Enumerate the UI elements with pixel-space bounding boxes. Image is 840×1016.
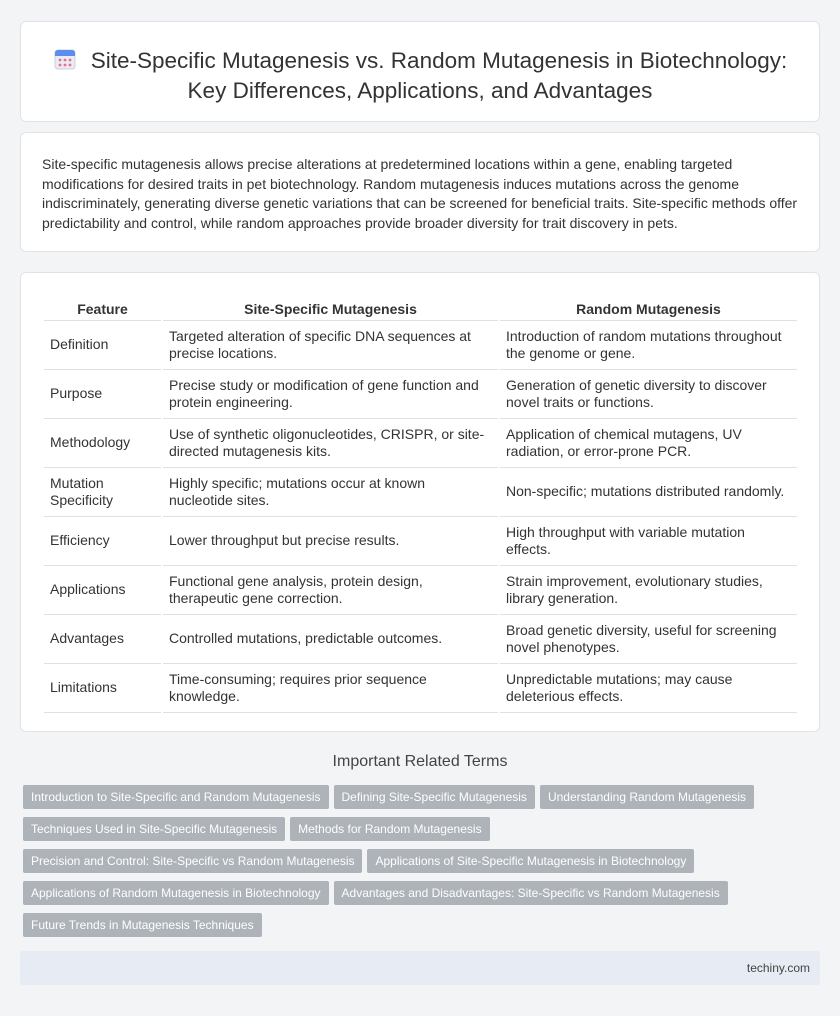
intro-paragraph: Site-specific mutagenesis allows precise alterations at predetermined locations within a gene, enabling targeted modifications for desired traits in pet biotechnology. Random mutagenesis induces mutations across the genome indiscriminately, generating diverse genetic variations that can be screened for beneficial traits. Site-specific methods offer predictability and control, while random approaches provide broader diversity for trait discovery in pets. [42,156,798,231]
related-term-tag[interactable]: Introduction to Site-Specific and Random Mutagenesis [23,785,329,809]
site-specific-cell: Time-consuming; requires prior sequence knowledge. [163,664,498,713]
tag-row [23,849,813,881]
table-row [44,419,797,468]
feature-cell: Advantages [44,615,161,664]
related-term-tag[interactable]: Advantages and Disadvantages: Site-Specific vs Random Mutagenesis [334,881,728,905]
column-header-site-specific: Site-Specific Mutagenesis [163,297,498,321]
site-specific-cell: Targeted alteration of specific DNA sequences at precise locations. [163,321,498,370]
site-specific-cell: Lower throughput but precise results. [163,517,498,566]
table-row [44,615,797,664]
table-row [44,517,797,566]
related-term-tag[interactable]: Techniques Used in Site-Specific Mutagenesis [23,817,285,841]
random-cell: High throughput with variable mutation effects. [500,517,797,566]
feature-cell: Applications [44,566,161,615]
title-card [20,21,820,122]
site-specific-cell: Functional gene analysis, protein design, therapeutic gene correction. [163,566,498,615]
table-row [44,566,797,615]
table-body [44,321,797,713]
related-term-tag[interactable]: Understanding Random Mutagenesis [540,785,754,809]
related-terms-list [23,785,813,945]
tag-row [23,913,813,945]
feature-cell: Efficiency [44,517,161,566]
table-row [44,468,797,517]
intro-card [20,132,820,252]
tag-row [23,881,813,913]
tag-row [23,817,813,849]
column-header-feature: Feature [44,297,161,321]
feature-cell: Definition [44,321,161,370]
related-term-tag[interactable]: Precision and Control: Site-Specific vs Random Mutagenesis [23,849,362,873]
page-title-text: Site-Specific Mutagenesis vs. Random Mutagenesis in Biotechnology: Key Differences, Applications, and Advantages [90,48,788,103]
feature-cell: Mutation Specificity [44,468,161,517]
footer-site-link[interactable]: techiny.com [746,961,810,975]
related-term-tag[interactable]: Defining Site-Specific Mutagenesis [334,785,535,809]
table-row [44,664,797,713]
related-term-tag[interactable]: Applications of Site-Specific Mutagenesis in Biotechnology [367,849,694,873]
comparison-table [42,297,799,713]
table-row [44,321,797,370]
calendar-icon [53,47,77,71]
column-header-random: Random Mutagenesis [500,297,797,321]
feature-cell: Limitations [44,664,161,713]
footer [20,951,820,985]
related-term-tag[interactable]: Future Trends in Mutagenesis Techniques [23,913,262,937]
random-cell: Unpredictable mutations; may cause deleterious effects. [500,664,797,713]
related-term-tag[interactable]: Applications of Random Mutagenesis in Biotechnology [23,881,329,905]
random-cell: Application of chemical mutagens, UV radiation, or error-prone PCR. [500,419,797,468]
feature-cell: Methodology [44,419,161,468]
site-specific-cell: Controlled mutations, predictable outcomes. [163,615,498,664]
table-header-row [44,297,797,321]
site-specific-cell: Use of synthetic oligonucleotides, CRISPR, or site-directed mutagenesis kits. [163,419,498,468]
random-cell: Generation of genetic diversity to discover novel traits or functions. [500,370,797,419]
feature-cell: Purpose [44,370,161,419]
random-cell: Strain improvement, evolutionary studies, library generation. [500,566,797,615]
related-terms-heading: Important Related Terms [332,753,508,770]
random-cell: Introduction of random mutations throughout the genome or gene. [500,321,797,370]
table-row [44,370,797,419]
page-title [51,46,789,106]
tag-row [23,785,813,817]
related-term-tag[interactable]: Methods for Random Mutagenesis [290,817,489,841]
site-specific-cell: Precise study or modification of gene function and protein engineering. [163,370,498,419]
random-cell: Broad genetic diversity, useful for screening novel phenotypes. [500,615,797,664]
comparison-card [20,272,820,732]
site-specific-cell: Highly specific; mutations occur at known nucleotide sites. [163,468,498,517]
random-cell: Non-specific; mutations distributed randomly. [500,468,797,517]
